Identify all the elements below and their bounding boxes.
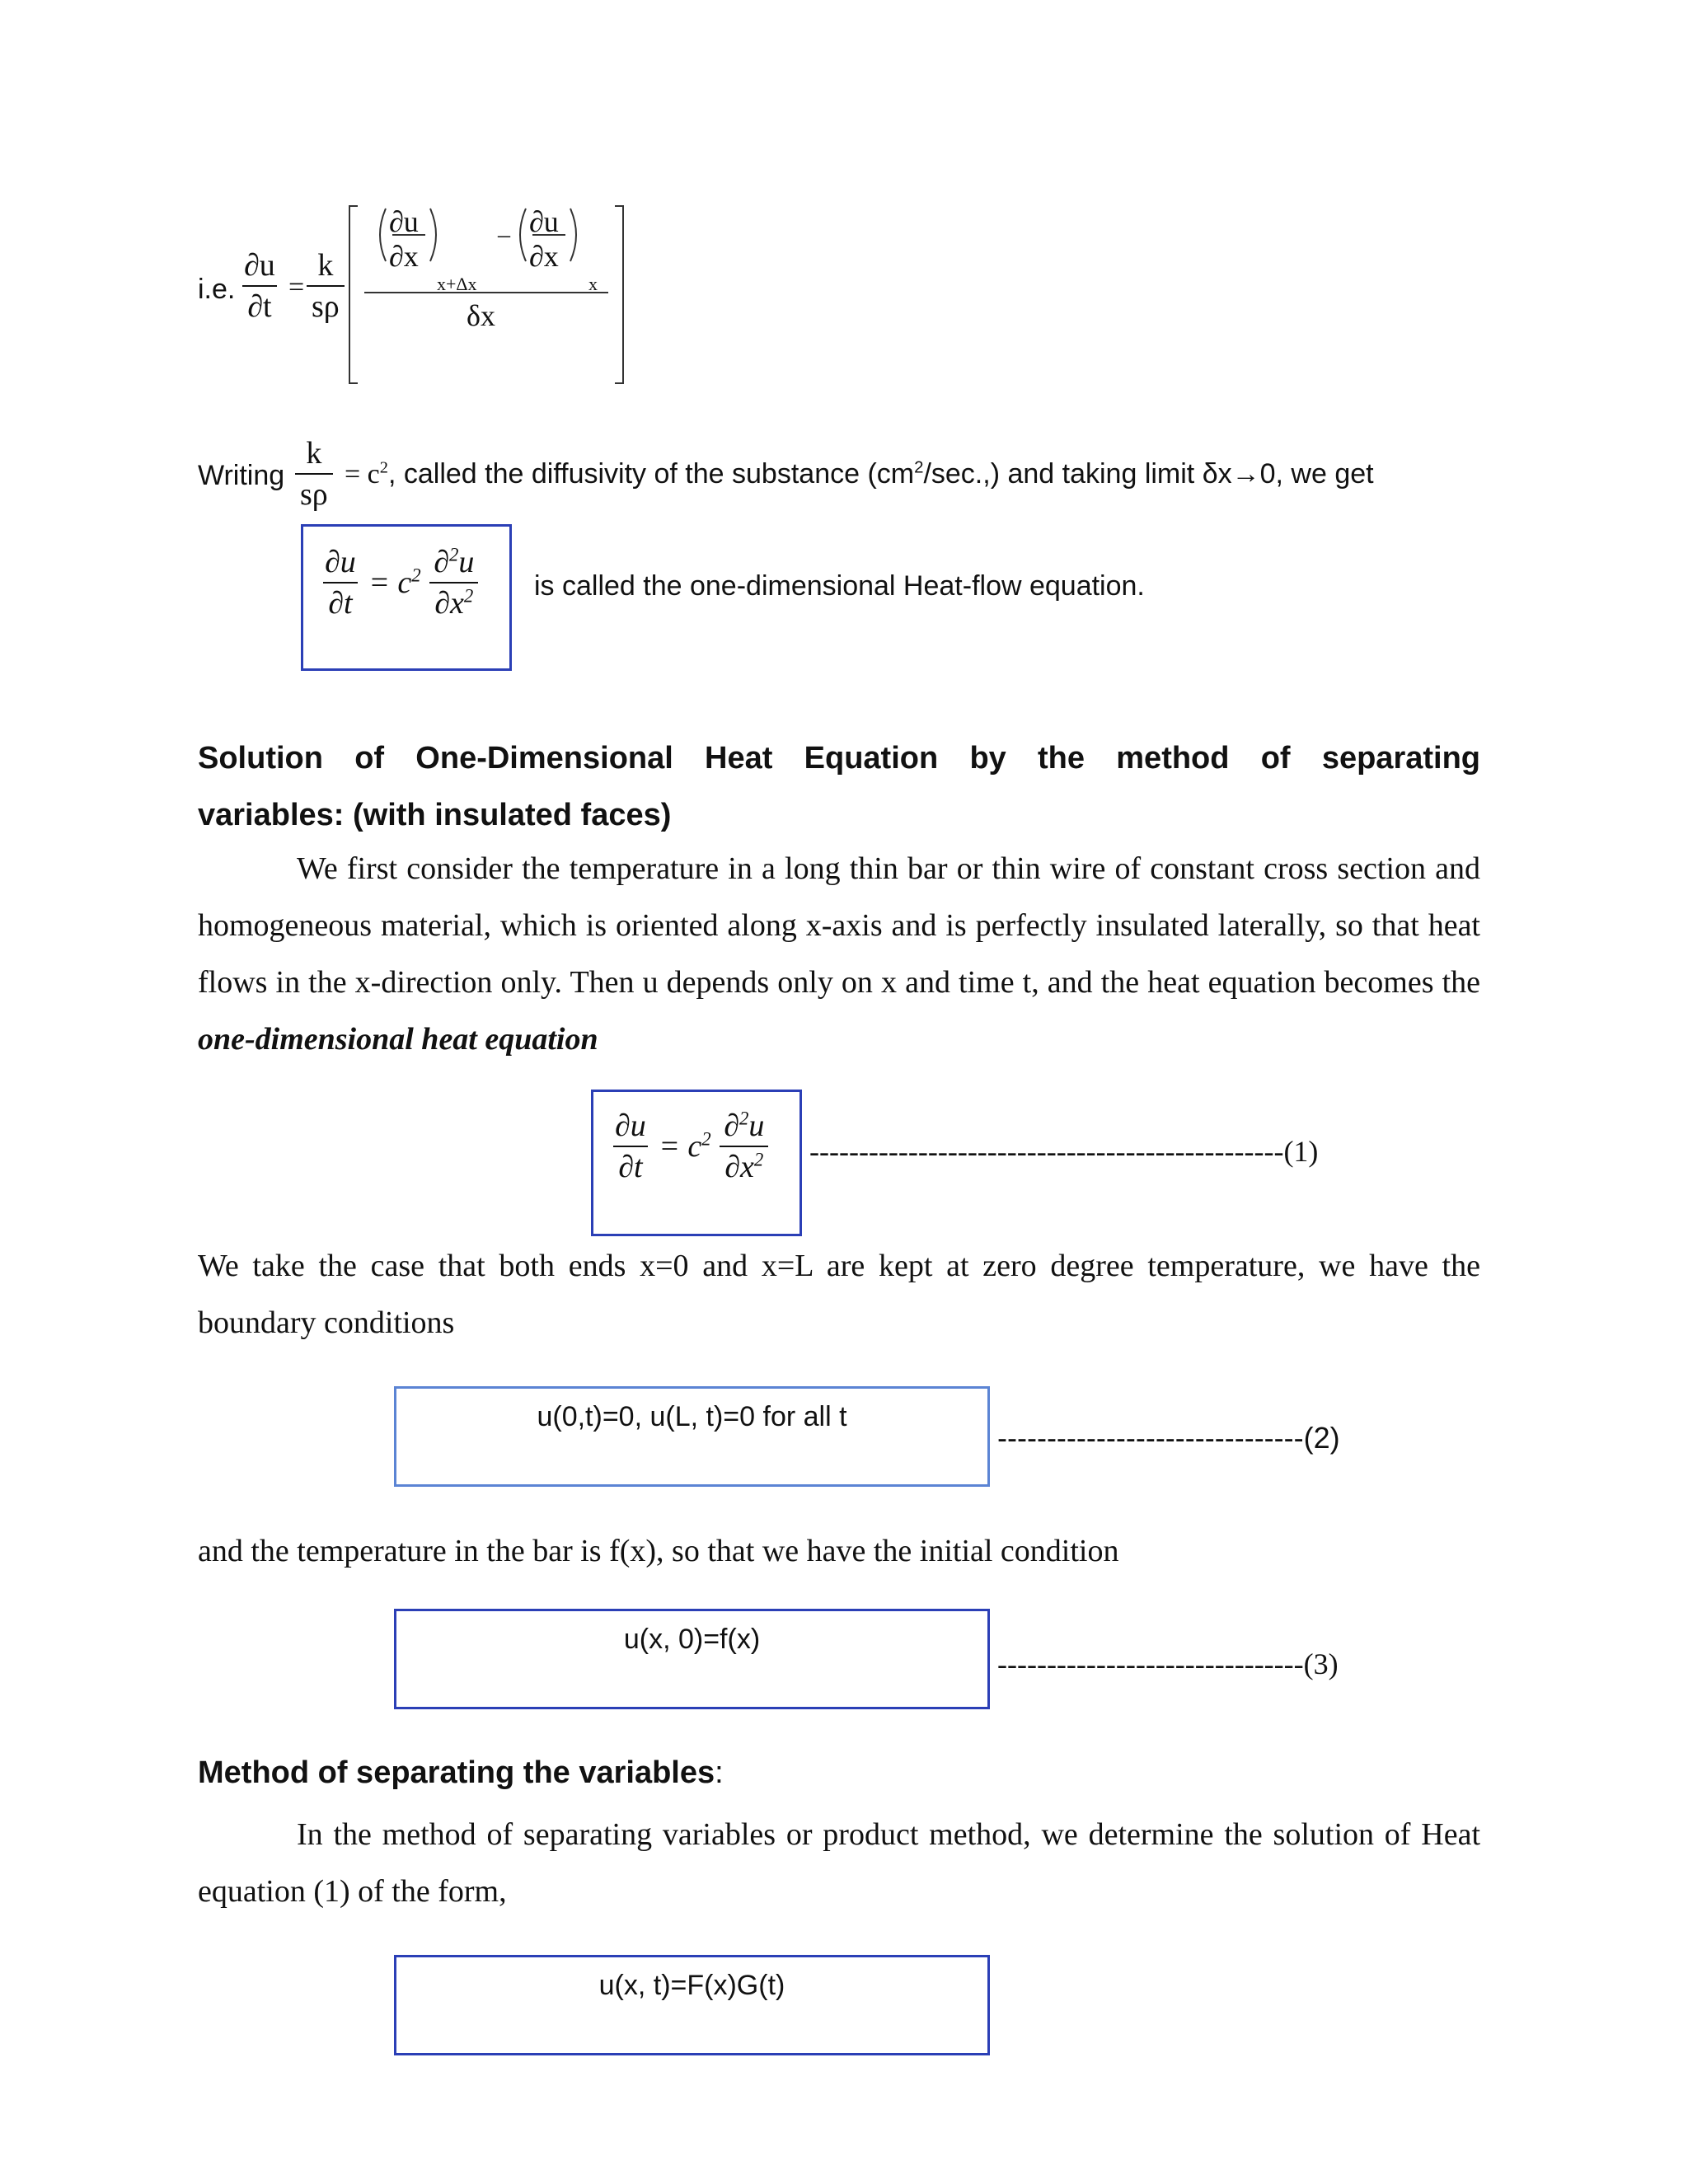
heat-eq-1-rhs-den: ∂x bbox=[724, 1150, 754, 1184]
writing-text-sup: 2 bbox=[914, 458, 924, 477]
eq-label-2: -------------------------------(2) bbox=[997, 1421, 1340, 1455]
heat-eq-small-rhs-num-u: u bbox=[458, 545, 475, 579]
eq1-outer-den: δx bbox=[467, 299, 495, 332]
heat-eq-1-rhs-den-sup: 2 bbox=[753, 1149, 764, 1170]
writing-eq-c: = c bbox=[345, 459, 380, 490]
section1-paragraph bbox=[198, 841, 1480, 1068]
eq1-sub2: x bbox=[588, 274, 598, 294]
eq1-lhs-den: ∂t bbox=[242, 285, 276, 325]
eq1-lhs-num: ∂u bbox=[244, 248, 275, 283]
heat-eq-1-sup: 2 bbox=[701, 1128, 711, 1150]
heat-eq-small-mid: = c bbox=[368, 565, 412, 600]
writing-frac bbox=[295, 435, 333, 513]
eq1-sub1: x+Δx bbox=[437, 274, 477, 294]
heat-eq-small-rhs-num: ∂ bbox=[434, 545, 449, 579]
heat-eq-small-rhs-den-sup: 2 bbox=[463, 585, 474, 607]
section2-paragraph: In the method of separating variables or product method, we determine the solution of Heat equation (1) of the form, bbox=[198, 1817, 1480, 1909]
heat-eq-1-rhs-num-sup: 2 bbox=[738, 1108, 749, 1129]
product-box-text: u(x, t)=F(x)G(t) bbox=[598, 1970, 785, 2001]
section1-heading bbox=[198, 730, 1480, 844]
writing-sup: 2 bbox=[379, 458, 388, 477]
heat-eq-1-formula bbox=[610, 1108, 769, 1185]
bc-box-text: u(0,t)=0, u(L, t)=0 for all t bbox=[537, 1401, 847, 1432]
heat-eq-small-rhs-den: ∂x bbox=[434, 586, 464, 621]
heat-eq-small-sup: 2 bbox=[411, 565, 421, 586]
writing-label: Writing bbox=[198, 460, 285, 491]
section2-heading-colon: : bbox=[715, 1755, 724, 1790]
ic-box-text: u(x, 0)=f(x) bbox=[623, 1624, 761, 1655]
heat-eq-1-lhs-den: ∂t bbox=[613, 1146, 647, 1185]
writing-text-b: /sec.,) and taking limit δx→0, we get bbox=[923, 458, 1374, 490]
writing-frac-num: k bbox=[306, 436, 322, 471]
eq1-big-bracket bbox=[346, 202, 626, 387]
eq1-k-den: sρ bbox=[307, 285, 345, 325]
heat-eq-small-caption: is called the one-dimensional Heat-flow equation. bbox=[534, 570, 1145, 602]
eq1-k-num: k bbox=[317, 248, 334, 283]
section1-paragraph-text: We first consider the temperature in a long thin bar or thin wire of constant cross section and homogeneous material, which is oriented along x-axis and is perfectly insulated laterally, so that heat flows in the x-direction only. Then u depends only on x and time t, and the heat equation becomes the bbox=[198, 851, 1480, 1000]
heat-eq-1-mid: = c bbox=[659, 1129, 702, 1164]
eq1-inner-den-2: ∂x bbox=[529, 240, 559, 273]
eq1-prefix: i.e. bbox=[198, 274, 236, 305]
heat-eq-1-rhs-num: ∂ bbox=[724, 1108, 739, 1143]
eq-label-3: -------------------------------(3) bbox=[997, 1647, 1339, 1680]
eq1-inner-den-1: ∂x bbox=[389, 240, 419, 273]
paragraph-3: and the temperature in the bar is f(x), so that we have the initial condition bbox=[198, 1534, 1119, 1568]
heat-eq-1-rhs-num-u: u bbox=[748, 1108, 765, 1143]
paragraph-2: We take the case that both ends x=0 and x=L are kept at zero degree temperature, we have the boundary conditions bbox=[198, 1249, 1480, 1340]
section2-heading-text: Method of separating the variables bbox=[198, 1755, 715, 1790]
section1-heading-line1: Solution of One-Dimensional Heat Equation by the method of separating bbox=[198, 741, 1480, 776]
writing-text-a: , called the diffusivity of the substance (cm bbox=[387, 458, 915, 490]
eq1-k-frac bbox=[307, 247, 345, 325]
eq1-inner-num-1: ∂u bbox=[389, 205, 419, 238]
heat-eq-1-lhs-num: ∂u bbox=[615, 1108, 646, 1143]
eq1-inner-num-2: ∂u bbox=[529, 205, 559, 238]
section1-paragraph-emph: one-dimensional heat equation bbox=[198, 1022, 598, 1057]
heat-eq-small-formula bbox=[320, 544, 479, 621]
heat-eq-small-rhs-num-sup: 2 bbox=[448, 544, 459, 565]
writing-text bbox=[345, 458, 1374, 490]
heat-eq-small-lhs-den: ∂t bbox=[323, 582, 357, 621]
eq1-lhs bbox=[239, 247, 280, 325]
eq1-equals: = bbox=[288, 272, 305, 302]
eq-label-1: ------------------------------------------------(1) bbox=[809, 1135, 1319, 1168]
section2-heading bbox=[198, 1755, 724, 1791]
eq1-minus: – bbox=[498, 221, 510, 248]
section1-heading-line2: variables: (with insulated faces) bbox=[198, 798, 672, 832]
writing-frac-den: sρ bbox=[295, 473, 333, 513]
heat-eq-small-lhs-num: ∂u bbox=[325, 545, 356, 579]
